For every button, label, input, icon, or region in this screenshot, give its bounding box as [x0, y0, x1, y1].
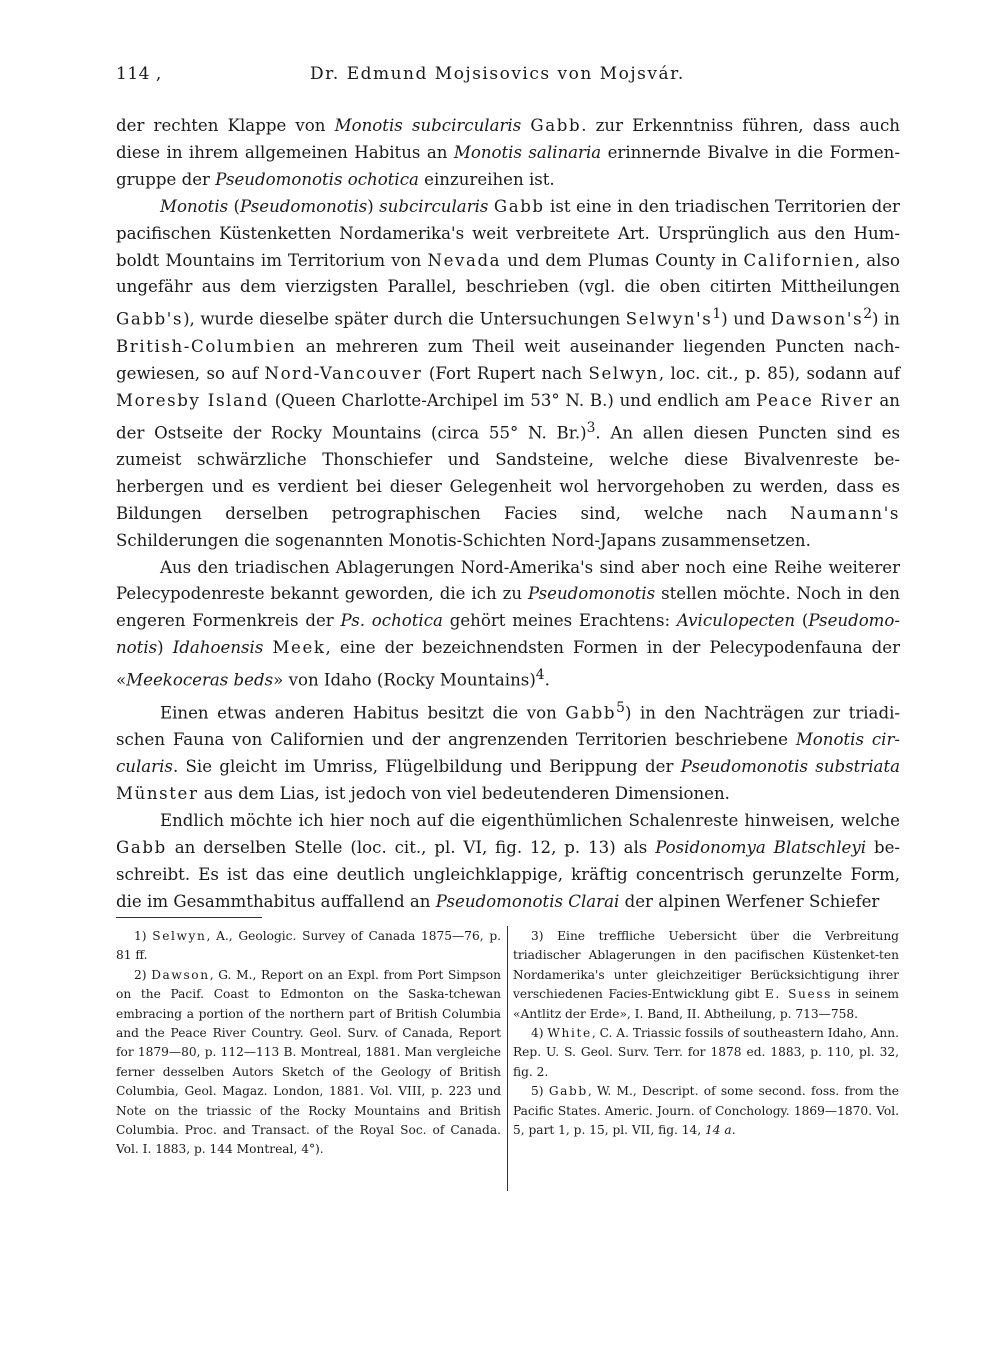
text-run: ) — [157, 638, 173, 658]
text-run: ( — [795, 611, 809, 631]
footnote-4 — [513, 1024, 899, 1082]
footnote-1 — [116, 927, 501, 966]
running-title: Dr. Edmund Mojsisovics von Mojsvár. — [310, 64, 685, 84]
paragraph-1 — [116, 113, 900, 194]
footnote-ref: 4 — [535, 667, 545, 684]
text-run: (Fort Rupert nach — [422, 363, 589, 383]
text-run: Schilderungen die sogenannten Monotis-Schichten Nord-Japans zusammensetzen. — [116, 530, 811, 550]
text-run: , eine der bezeichnendsten Formen in der Pelecypodenfauna der « — [116, 638, 901, 690]
taxon-name: subcircularis — [379, 196, 489, 216]
text-run: Endlich möchte ich hier noch auf die eigenthümlichen Schalenreste hinweisen, welche — [160, 810, 900, 830]
taxon-name: Pseudomonotis — [527, 584, 656, 604]
text-run: ) — [367, 196, 380, 216]
text-run: be-schreibt. Es ist das eine deutlich ungleichklappige, kräftig concentrisch gerunzelte Form, die im Gesammthabitus auffallend an — [116, 837, 901, 911]
place-name: Nord-Vancouver — [264, 363, 423, 383]
taxon-name: Pseudomonotis ochotica — [215, 169, 419, 189]
author-name: Selwyn — [152, 929, 207, 943]
text-run: 3) Eine treffliche Uebersicht über die Verbreitung triadischer Ablagerungen in den pacifischen Küstenket-ten Nordamerika's unter gleichzeitiger Berücksichtigung ihrer verschiedenen Facies-Entwicklung gibt — [513, 929, 899, 1002]
author-name: E. Suess — [764, 987, 833, 1002]
text-run: einzureihen ist. — [418, 169, 555, 189]
author-name: Gabb — [565, 703, 617, 723]
text-run: ) und — [721, 309, 771, 329]
footnote-2 — [116, 966, 501, 1160]
text-run: 1) — [134, 929, 153, 943]
taxon-name: Monotis cir-cularis — [116, 730, 900, 776]
footnote-3 — [513, 927, 899, 1024]
footnote-ref: 3 — [586, 419, 596, 436]
text-run: ), wurde dieselbe später durch die Untersuchungen — [183, 309, 626, 329]
text-run: an derselben Stelle (loc. cit., pl. VI, fig. 12, p. 13) als — [166, 837, 656, 857]
footnote-rule — [116, 917, 262, 918]
text-run: Einen etwas anderen Habitus besitzt die von — [160, 703, 566, 723]
taxon-name: Posidonomya Blatschleyi — [655, 837, 867, 857]
author-name: Selwyn — [588, 363, 659, 383]
author-name: Selwyn's — [625, 309, 713, 329]
text-run: , G. M., Report on an Expl. from Port Simpson on the Pacif. Coast to Edmonton on the Saska-tchewan embracing a portion of the northern part of British Columbia and the Peace River Country. Geol. Surv. of Canada, Report for 1879—80, p. 112—113 B. Montreal, 1881. Man vergleiche ferner desselben Autors Sketch of the Geology of British Columbia, Geol. Magaz. London, 1881. Vol. VIII, p. 223 und Note on the triassic of the Rocky Mountains and British Columbia. Proc. and Transact. of the Royal Soc. of Canada. Vol. I. 1883, p. 144 Montreal, 4°). — [116, 967, 501, 1157]
taxon-name: Aviculopecten — [676, 611, 796, 631]
taxon-name: Monotis — [160, 196, 229, 216]
footnote-5 — [513, 1082, 899, 1140]
paragraph-4 — [116, 695, 900, 808]
taxon-name: Idahoensis — [172, 638, 264, 658]
place-name: Peace River — [756, 390, 874, 410]
text-run: an der Ostseite der Rocky Mountains (circa 55° N. Br.) — [116, 390, 900, 443]
author-name: Meek — [272, 638, 326, 658]
text-run: ) in — [872, 309, 900, 329]
author-name: Gabb — [530, 116, 582, 135]
text-run: erinnernde Bivalve in die Formen-gruppe der — [116, 142, 900, 189]
text-run: ( — [228, 196, 241, 216]
author-name: White — [547, 1026, 592, 1041]
text-run: ) in den Nachträgen zur triadi-schen Fauna von Californien und der angrenzenden Territorien beschriebene — [116, 703, 900, 750]
place-name: British-Columbien — [116, 336, 297, 356]
footnotes-left-column — [116, 927, 501, 1160]
taxon-name: Pseudomonotis substriata — [680, 756, 901, 776]
text-run: . — [731, 1123, 736, 1138]
text-run: 5) — [531, 1084, 549, 1099]
text-run: und dem Plumas County in — [501, 250, 744, 270]
paragraph-5 — [116, 808, 900, 916]
author-name: Naumann's — [790, 503, 900, 523]
author-name: Gabb — [493, 196, 545, 216]
footnote-column-divider — [507, 926, 508, 1191]
footnote-ref: 1 — [712, 306, 722, 323]
text-run: . zur Erkenntniss führen, dass auch diese in ihrem allgemeinen Habitus an — [116, 116, 900, 162]
taxon-name: Monotis subcircularis — [334, 116, 522, 135]
footnotes-right-column — [513, 927, 899, 1140]
text-run: » von Idaho (Rocky Mountains) — [273, 670, 536, 690]
main-text — [116, 113, 900, 915]
author-name: Gabb's — [116, 309, 184, 329]
text-run: 2) — [134, 967, 152, 982]
text-run: , also ungefähr aus dem vierzigsten Parallel, beschrieben (vgl. die oben citirten Mittheilungen — [116, 250, 900, 297]
text-run: an mehreren zum Theil weit auseinander liegenden Puncten nach-gewiesen, so auf — [116, 336, 900, 383]
text-run: . Sie gleicht im Umriss, Flügelbildung und Berippung der — [172, 756, 681, 776]
running-head — [0, 64, 1000, 88]
footnote-ref: 5 — [616, 699, 625, 716]
text-run: . — [544, 670, 550, 690]
text-run: in seinem «Antlitz der Erde», I. Band, II. Abtheilung, p. 713—758. — [513, 987, 899, 1021]
author-name: Gabb — [548, 1084, 588, 1099]
author-name: Dawson — [151, 967, 210, 982]
text-run: stellen möchte. Noch in den engeren Formenkreis der — [116, 584, 900, 631]
page-number: 114 , — [116, 64, 162, 84]
text-run: ist eine in den triadischen Territorien der pacifischen Küstenketten Nordamerika's weit verbreitete Art. Ursprünglich aus den Hum-boldt Mountains im Territorium von — [116, 196, 900, 270]
text-run: , C. A. Triassic fossils of southeastern Idaho, Ann. Rep. U. S. Geol. Surv. Terr. for 1878 ed. 1883, p. 110, pl. 32, fig. 2. — [513, 1026, 899, 1079]
place-name: Nevada — [427, 250, 502, 270]
paragraph-3 — [116, 555, 900, 695]
text-run: , loc. cit., p. 85), sodann auf — [658, 363, 901, 383]
author-name: Gabb — [116, 837, 167, 857]
author-name: Dawson's — [770, 309, 864, 329]
place-name: Moresby Island — [116, 390, 269, 410]
text-run: der alpinen Werfener Schiefer — [619, 891, 880, 911]
taxon-name: Ps. ochotica — [340, 611, 443, 631]
taxon-name: Pseudomo-notis — [116, 611, 901, 658]
text-run: aus dem Lias, ist jedoch von viel bedeutenderen Dimensionen. — [198, 783, 730, 803]
footnote-ref: 2 — [863, 306, 873, 323]
paragraph-2 — [116, 194, 900, 555]
author-name: Münster — [116, 783, 199, 803]
taxon-name: Meekoceras beds — [126, 670, 274, 690]
text-run: 4) — [531, 1026, 548, 1041]
text-run: gehört meines Erachtens: — [442, 611, 677, 631]
place-name: Californien — [743, 250, 855, 270]
text-run: , W. M., Descript. of some second. foss. from the Pacific States. Americ. Journ. of Conchology. 1869—1870. Vol. 5, part 1, p. 15, pl. VII, fig. 14, — [513, 1084, 899, 1138]
text-run: Aus den triadischen Ablagerungen Nord-Amerika's sind aber noch eine Reihe weiterer Pelecypodenreste bekannt geworden, die ich zu — [116, 557, 900, 604]
taxon-name: Monotis salinaria — [453, 142, 602, 162]
taxon-name: Pseudomonotis — [240, 196, 368, 216]
text-run: . An allen diesen Puncten sind es zumeist schwärzliche Thonschiefer und Sandsteine, welche diese Bivalvenreste be-herbergen und es verdient bei dieser Gelegenheit wol hervorgehoben zu werden, dass es Bildungen derselben petrographischen Facies sind, welche nach — [116, 423, 901, 523]
figure-ref: 14 a — [705, 1123, 732, 1138]
taxon-name: Pseudomonotis Clarai — [435, 891, 620, 911]
text-run: der rechten Klappe von — [116, 116, 335, 135]
text-run: , A., Geologic. Survey of Canada 1875—76, p. 81 ff. — [116, 929, 501, 963]
text-run: (Queen Charlotte-Archipel im 53° N. B.) und endlich am — [268, 390, 757, 410]
